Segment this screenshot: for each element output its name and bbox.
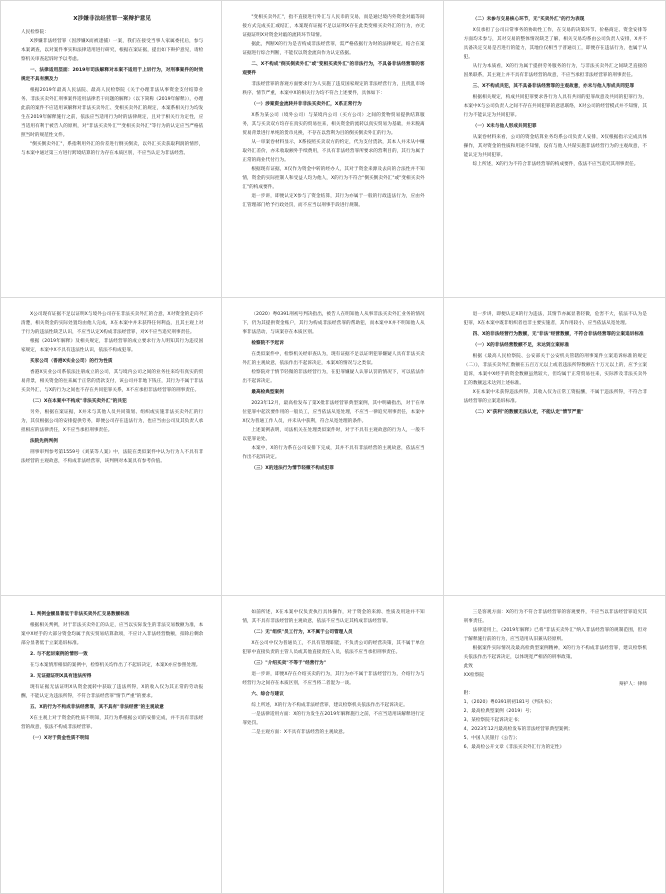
section-heading: 三、X不构成共犯，其不具备非法经营罪的主观故意，亦未与他人形成共同犯罪	[472, 84, 635, 89]
paragraph: 一是法律适用方面：X的行为发生在2019年解释施行之前，不应当适用该解释进行定罪处罚。	[242, 711, 425, 726]
document-page	[1, 1, 222, 298]
paragraph: 在类似案件中，检察机关经审查认为，现有证据不足以证明犯罪嫌疑人具有非法买卖外汇的主观故意，依法作出不起诉决定，本案X的情况与之类似。	[242, 352, 425, 367]
paragraph: 退一步讲，即便X存在介绍买卖的行为，其行为亦不属于非法经营行为，介绍行为与经营行为之间存在本质区别，不应当将二者混为一谈。	[242, 671, 425, 686]
section-heading: 六、综合与建议	[251, 691, 284, 697]
paragraph: 退一步讲，即便认定X的行为违法，其情节亦属显著轻微，危害不大，依法不认为是犯罪，X在本案中既非组织者也非主要实施者，其作用较小，应当依法从宽处理。	[463, 312, 647, 327]
section-heading: 2. 与不起诉案例的情形一致	[30, 651, 88, 657]
paragraph: 现有证据无法证明X从资金流转中获取了违法所得，X的收入仅为其正常的劳动报酬，不能认定为违法所得，不符合非法经营罪"情节严重"的要求。	[21, 684, 204, 699]
section-heading: 四、X的非法经营行为数额，无"非法"经营数额，不符合非法经营罪的立案追诉标准	[472, 332, 644, 338]
paragraph: （2020）粤0391刑初号判决指出，被告人在明知他人从事非法买卖外汇业务的情况下，仍为其提供资金账户，其行为构成非法经营罪的帮助犯，而本案中X并不明知他人从事非法活动，与该案存在本质区别。	[242, 312, 425, 336]
plain-line: 2、最高检典型案例（2019）号；	[463, 708, 535, 714]
plain-line: 1、《2020》粤0391刑初181号《判决书》；	[463, 699, 556, 705]
document-page	[222, 596, 443, 893]
paragraph: 根据现有证据，X仅作为资金中转的经办人，其对于资金来源及去向的合法性并不知情，资金的实际控制人和受益人均为他人，X的行为不符合"倒买倒卖外汇"或"变相买卖外汇"的构成要件。	[242, 167, 425, 190]
plain-line: 此致	[463, 663, 473, 669]
plain-line: 人民检察院：	[21, 30, 49, 35]
paragraph: 据此，判断X的行为是否构成非法经营罪，需严格依据行为时的法律规定，结合在案证据进行综合判断，不能仅以资金流向作为认定依据。	[242, 42, 425, 56]
paragraph: 在与本案情形相似的案例中，检察机关均作出了不起诉决定，本案X亦应参照处理。	[30, 662, 201, 668]
paragraph: 另外，根据在案证据，X并未与其他人员共同策划、组织或实施非法买卖外汇的行为，其仅根据公司的安排提供劳务，即便公司存在违法行为，也应当由公司及其负责人承担相应的法律责任，X不应当承担刑事责任。	[21, 410, 204, 434]
section-heading: （二）未参与交易核心环节，无"买卖外汇"的行为表现	[472, 17, 585, 22]
plain-line: 4、2023年12月最高检发布的非法经营罪典型案例；	[463, 726, 573, 732]
paragraph: 刑事审判参考第1559号《刘某等人案》中，法院在类似案件中认为行为人不具有非法经营的主观故意，不构成非法经营罪，该判例对本案具有参考价值。	[21, 450, 204, 465]
paragraph: 本案中，X的行为系在公司安排下完成，其并不具有非法经营的主观故意，依法应当作出不起诉决定。	[242, 446, 425, 461]
section-heading: 买家公司（香港X实业公司）的行为性质	[30, 359, 113, 365]
signature-line: 辩护人：律师	[619, 681, 647, 687]
paragraph: X在主观上对于资金的性质不明知，其行为系根据公司的安排完成，并不具有非法经营的故意，依法不构成非法经营罪。	[21, 715, 204, 730]
document-title: X涉嫌非法经营罪一案辩护意见	[73, 16, 152, 22]
paragraph: X在公司中仅为普通员工，不具有管理职能，不负责公司的经营决策，其不属于单位犯罪中直接负责的主管人员或其他直接责任人员，依法不应当承担刑事责任。	[242, 640, 425, 655]
paragraph: 根据相关规定，构成共同犯罪要求各行为人具有共同的犯罪故意及共同的犯罪行为，本案中X与公司负责人之间不存在共同犯罪的意思联络，X对公司的经营模式并不知情，其行为不能认定为共同犯罪。	[463, 95, 647, 118]
paragraph: 根据《最高人民检察院、公安部关于公安机关管辖的刑事案件立案追诉标准的规定（二）》，非法买卖外汇数额在五百万元以上或者违法所得数额在十万元以上的，应予立案追诉，本案中X经手的资金数额虽然较大，但均属于正常贸易往来，实际涉及非法买卖外汇的数额远未达到上述标准。	[463, 354, 647, 387]
section-heading: 检察院不予起诉	[251, 341, 284, 347]
paragraph: 三是客观方面：X的行为不符合非法经营罪的客观要件，不应当以非法经营罪追究其刑事责任。	[463, 609, 647, 624]
section-heading: （二）无"组织"员工行为，X不属于公司管理人员	[251, 629, 353, 635]
paragraph: 检察院对于情节轻微的非法经营行为，在犯罪嫌疑人认罪认罚的情况下，可以依法作出不起诉决定。	[242, 370, 425, 385]
section-heading: 二、X不构成"倒买倒卖外汇"或"变相买卖外汇"的非法行为，不具备非法经营罪的客观要件	[242, 62, 425, 76]
plain-line: XX检察院	[463, 672, 484, 678]
paragraph: 二是主观方面：X不具有非法经营的主观故意。	[251, 729, 348, 735]
section-heading: （二）X"获利"的数额无法认定，不能认定"情节严重"	[472, 410, 584, 416]
section-heading: 最高检典型案例	[251, 390, 284, 396]
section-heading: 1. 判例金额显著低于非法买卖外汇交易数额标准	[30, 611, 130, 617]
paragraph: 根据2019年最高人民法院、最高人民检察院《关于办理非法从事资金支付结算业务、非法买卖外汇刑事案件适用法律若干问题的解释》（以下简称《2019年解释》），办理此前的案件不应适用该解释对非法买卖外汇、变相买卖外汇的规定，本案系相关行为均发生在2019年解释施行之前，依法应当适用行为时的法律规定，且对于相关行为定性，应当适用有利于被告人的原则，对"非法买卖外汇""变相买卖外汇"等行为的认定应当严格依照当时的规范性文件。	[21, 88, 204, 138]
document-page	[222, 1, 443, 298]
document-page	[1, 298, 222, 595]
document-page	[222, 298, 443, 595]
paragraph: 退一步讲，即便认定X参与了资金结算，其行为亦属于一般的行政违法行为，应由外汇管理部门给予行政处罚，而不应当以刑事手段进行规制。	[242, 194, 425, 208]
document-page	[444, 1, 665, 298]
plain-line: 5、中国人民银行《公告》；	[463, 735, 521, 741]
section-heading: （一）X对于资金性质不明知	[30, 735, 90, 741]
plain-line: 3、某检察院不起诉决定书；	[463, 717, 523, 723]
paragraph: 如前所述，X在本案中仅负责执行具体操作，对于资金的来源、性质及用途并不知情，其不具有非法经营的主观故意，依法不应当认定其构成非法经营罪。	[242, 609, 425, 624]
section-heading: （一）涉案资金流转并非非法买卖外汇，X系正常行为	[251, 102, 362, 107]
paragraph: 香港X实业公司系依法注册成立的公司，其与境内公司之间的业务往来均有真实的贸易背景，相关资金的往来属于正常的货款支付，该公司并非地下钱庄，其行为不属于非法买卖外汇，与X的行为之间也不存在共同犯罪关系，X不应承担非法经营罪的刑事责任。	[21, 370, 204, 394]
section-heading: 法院先例判例	[30, 439, 58, 445]
paragraph: 法律适用上，《2019年解释》已将"非法买卖外汇"纳入非法经营罪的规制范围，但对于解释施行前的行为，应当适用从旧兼从轻原则。	[463, 627, 647, 642]
paragraph: X在本案中未获得违法所得，其收入仅为正常工资报酬，不属于违法所得，不符合非法经营罪的立案追诉标准。	[463, 390, 647, 405]
paragraph: X系为某公司（境外公司）与某境内公司（买方公司）之间的货物贸易提供结算服务，其与买卖双方均存在真实的贸易往来，相关资金的流转以真实贸易为基础，并未脱离贸易背景进行单纯的货币兑换，不存在以营利为目的倒买倒卖外汇的行为。	[242, 113, 425, 136]
paragraph: 2023年12月，最高检发布了第X批非法经营罪典型案例，其中明确指出，对于在单位犯罪中起次要作用的一般员工，应当依法从宽处理，不应当一律追究刑事责任，本案中X仅为普通工作人员，并未从中获利，符合从宽处理的条件。	[242, 401, 425, 425]
paragraph: 从一审案卷材料显示，X系按照买卖双方的约定，代为支付货款，其本人并未从中赚取外汇差价，亦未收取额外手续费用，不具有非法经营罪所要求的营利目的，其行为属于正常的商业代付行为。	[242, 140, 425, 163]
paragraph: X公司现有证据不足以证明X与境外公司存在非法买卖外汇的合意，X对资金的走向不清楚，相关资金的实际处置均由他人完成，X在本案中并未获得任何利益，且其主观上对于行为的违法性缺乏认识，不应当认定X构成非法经营罪，对X不应当追究刑事责任。	[21, 312, 204, 336]
document-page	[1, 596, 222, 893]
section-heading: （一）X的非法经营数额不足，未达到立案标准	[472, 343, 570, 349]
section-heading: （三）"介绍买卖"不等于"经营行为"	[251, 660, 327, 666]
section-heading: 五、X的行为不构成非法经营罪，其不具有"非法经营"的主观故意	[30, 704, 164, 710]
section-heading: （一）X未与他人形成共同犯罪	[472, 124, 537, 129]
section-heading: （三）X的违法行为情节轻微不构成犯罪	[251, 466, 334, 472]
paragraph: 综上所述，X的行为不符合非法经营罪的构成要件，依法不应当追究其刑事责任。	[472, 162, 639, 167]
paragraph: 从行为本质看，X的行为属于提供劳务服务的行为，与非法买卖外汇之间缺乏直接的因果联系，其主观上并不具有非法经营的故意，不应当承担非法经营罪的刑事责任。	[463, 64, 647, 78]
section-heading: 3. 无证据证明X具有违法所得	[30, 673, 92, 679]
document-page	[444, 298, 665, 595]
plain-line: 附：	[463, 690, 473, 696]
paragraph: "倒买倒卖外汇"，系指利用外汇的价差进行倒买倒卖，以外汇买卖获取利润的情形，与本案中通过第三方进行跨境结算的行为存在本质区别，不应当认定为非法经营。	[21, 142, 204, 156]
paragraph: 上述案例表明，司法机关在处理类似案件时，对于不具有主观故意的行为人，一般不以犯罪论处。	[242, 428, 425, 443]
document-page	[444, 596, 665, 893]
paragraph: 根据案件实际情况及最高检典型案例精神，X的行为不构成非法经营罪，建议检察机关依法作出不起诉决定，以体现宽严相济的刑事政策。	[463, 645, 647, 660]
paragraph: 根据相关判例，对于非法买卖外汇的认定，应当以实际发生的非法交易数额为准，本案中X经手的大部分资金均属于真实贸易结算款项，不应计入非法经营数额，扣除后剩余部分显著低于立案追诉标准。	[21, 622, 204, 646]
plain-line: 6、最高检公开文章《非法买卖外汇行为的定性》	[463, 744, 565, 750]
paragraph: "变相买卖外汇"，指不直接进行外汇与人民币的交易，而是通过境内外资金对敲等间接方式完成买汇或结汇，本案现有证据不足以证明X存在此类变相买卖外汇的行为，亦无证据证明X对资金对敲的流转环节知情。	[242, 15, 425, 38]
paragraph: 非法经营罪的客观方面要求行为人实施了违反国家规定的非法经营行为，且扰乱市场秩序、情节严重，本案中X的相关行为均不符合上述要件，具体如下：	[242, 82, 425, 96]
section-heading: （二）X在本案中不构成"非法买卖外汇"的共犯	[30, 399, 127, 405]
paragraph: X仅承担了公司日常事务的协助性工作，在交易的决策环节、价格商定、资金安排等方面均未参与，其对交易的整体情况缺乏了解，相关交易均系由公司负责人安排，X并不具备决定交易是否进行的能力，其地位仅相当于普通员工，即便存在违法行为，也属于从犯。	[463, 28, 647, 60]
paragraph: 根据《2019年解释》及相关规定，非法经营罪的成立要求行为人明知其行为违反国家规定，本案中X不具有违法性认识，依法不构成犯罪。	[21, 339, 204, 354]
section-heading: 一、法律适用层面：2019年司法解释对本案不适用于上诉行为，对刑事案件的时效规定不具有溯及力	[21, 68, 204, 82]
paragraph: X涉嫌非法经营罪（因涉嫌X而被逮捕）一案，我们在接受当事人家属委托后，参与本案调查，以对案件事实和法律适用进行研究，根据在案证据，提出如下辩护意见，请检察机关审查起诉时予以考虑。	[21, 39, 204, 62]
paragraph: 从案卷材料来看，公司的资金结算业务均系公司负责人安排，X仅根据指示完成具体操作，其对资金的性质和用途不知情，没有与他人共谋实施非法经营行为的主观故意，不能认定为共同犯罪。	[463, 135, 647, 158]
paragraph: 综上所述，X的行为不构成非法经营罪，建议检察机关依法作出不起诉决定。	[251, 702, 408, 708]
